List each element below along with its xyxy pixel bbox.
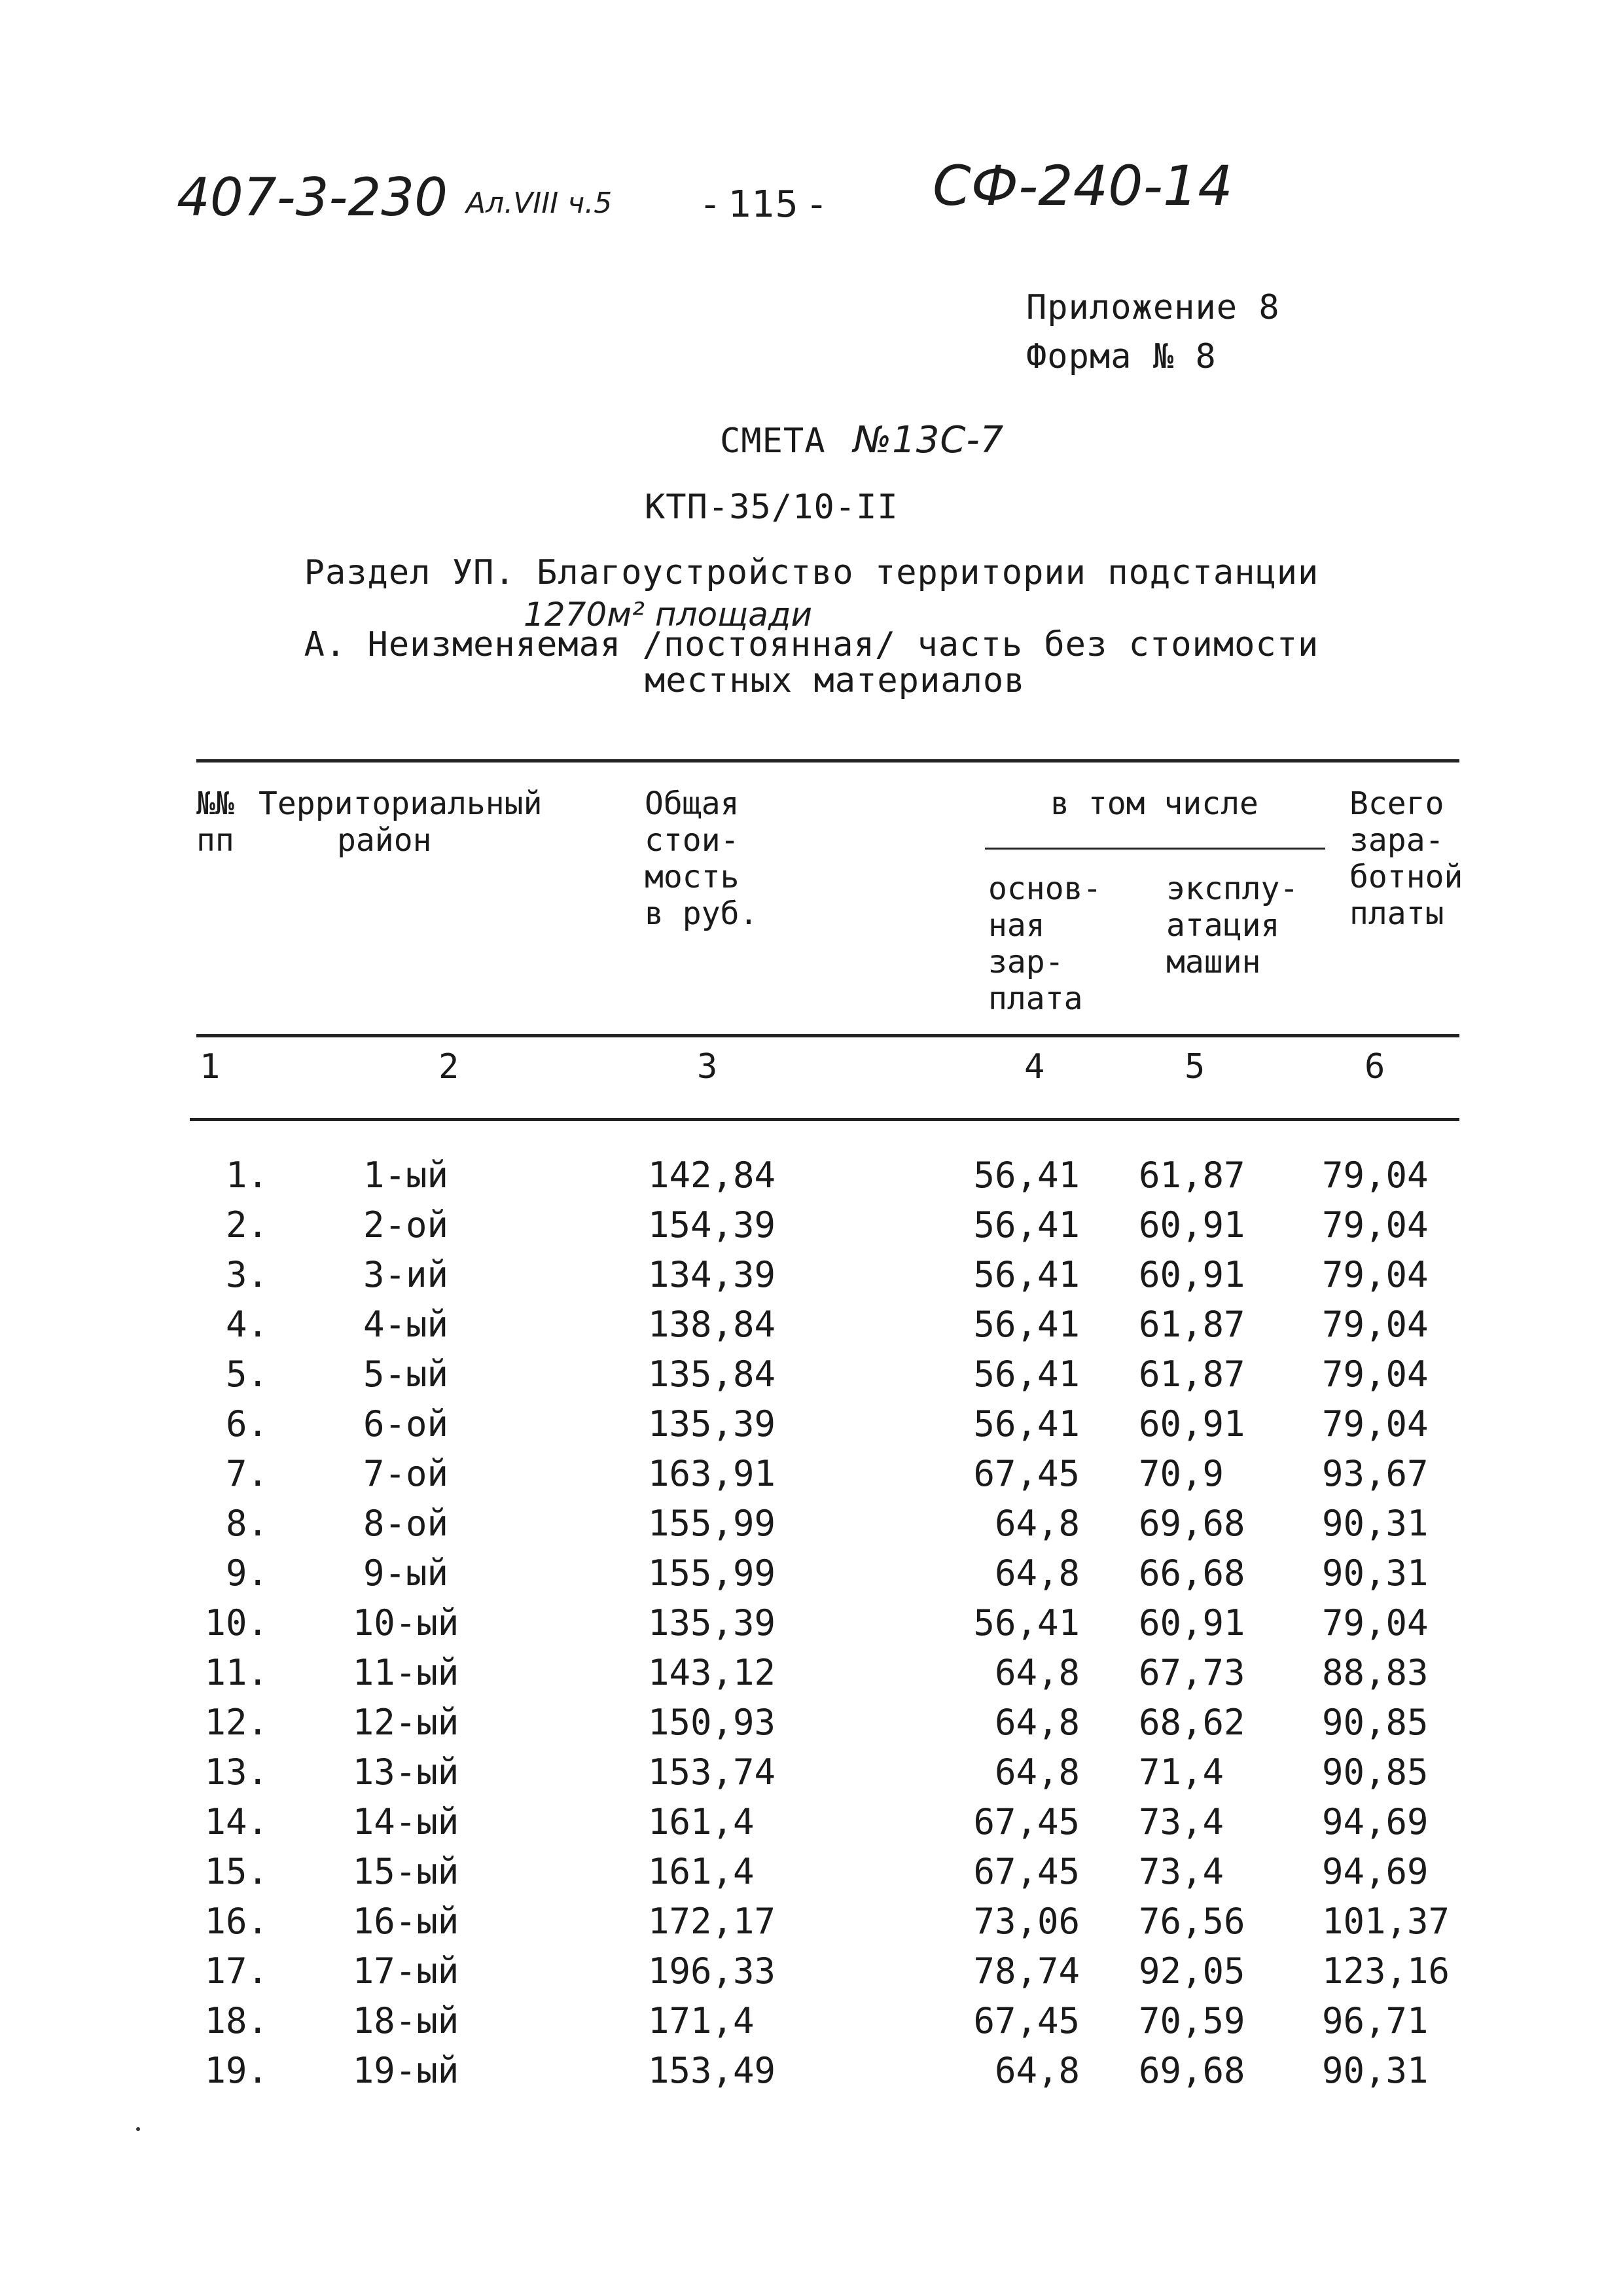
header-col4-line: ная bbox=[988, 907, 1045, 944]
row-machine-operation: 60,91 bbox=[1139, 1403, 1245, 1444]
row-region: 13-ый bbox=[352, 1751, 459, 1793]
row-total-cost: 143,12 bbox=[648, 1652, 776, 1693]
handwritten-doc-code: 407-3-230 bbox=[177, 167, 448, 228]
row-basic-wage: 67,45 bbox=[973, 1801, 1080, 1842]
handwritten-sheet-code: СФ-240-14 bbox=[933, 154, 1233, 218]
table-row bbox=[0, 1648, 1623, 1698]
row-total-cost: 196,33 bbox=[648, 1950, 776, 1992]
column-number-5: 5 bbox=[1185, 1047, 1205, 1086]
row-total-cost: 161,4 bbox=[648, 1851, 755, 1892]
subsection-title-line1: А. Неизменяемая /постоянная/ часть без стоимости bbox=[304, 625, 1319, 664]
header-col6 bbox=[1349, 785, 1463, 932]
header-col6-line: платы bbox=[1349, 895, 1444, 932]
row-region: 12-ый bbox=[352, 1702, 459, 1743]
row-number: 17. bbox=[204, 1950, 268, 1992]
row-basic-wage: 67,45 bbox=[973, 2000, 1080, 2041]
row-basic-wage: 56,41 bbox=[973, 1204, 1080, 1246]
row-total-wage: 79,04 bbox=[1322, 1204, 1429, 1246]
row-total-wage: 90,85 bbox=[1322, 1702, 1429, 1743]
table-row bbox=[0, 1200, 1623, 1250]
table-row bbox=[0, 1499, 1623, 1549]
handwritten-area-note: 1270м² площади bbox=[524, 596, 812, 634]
table-row bbox=[0, 1350, 1623, 1399]
row-basic-wage: 73,06 bbox=[973, 1901, 1080, 1942]
row-total-wage: 90,31 bbox=[1322, 1503, 1429, 1544]
row-basic-wage: 64,8 bbox=[994, 1652, 1080, 1693]
row-number: 18. bbox=[204, 2000, 268, 2041]
header-col4-line: плата bbox=[988, 980, 1083, 1017]
row-total-cost: 171,4 bbox=[648, 2000, 755, 2041]
row-total-wage: 79,04 bbox=[1322, 1254, 1429, 1295]
row-region: 10-ый bbox=[352, 1602, 459, 1643]
row-region: 3-ий bbox=[363, 1254, 449, 1295]
group-rule bbox=[985, 848, 1325, 850]
header-col5-line: эксплу- bbox=[1166, 870, 1299, 907]
row-machine-operation: 61,87 bbox=[1139, 1354, 1245, 1395]
row-region: 17-ый bbox=[352, 1950, 459, 1992]
table-row bbox=[0, 1549, 1623, 1598]
header-group: в том числе bbox=[1050, 785, 1258, 822]
row-total-cost: 154,39 bbox=[648, 1204, 776, 1246]
row-total-wage: 90,31 bbox=[1322, 1552, 1429, 1594]
row-total-cost: 135,39 bbox=[648, 1602, 776, 1643]
row-number: 9. bbox=[225, 1552, 268, 1594]
header-col6-line: ботной bbox=[1349, 859, 1463, 895]
row-basic-wage: 56,41 bbox=[973, 1254, 1080, 1295]
header-col4 bbox=[988, 870, 1101, 1017]
column-number-6: 6 bbox=[1364, 1047, 1385, 1086]
row-region: 18-ый bbox=[352, 2000, 459, 2041]
row-total-cost: 153,74 bbox=[648, 1751, 776, 1793]
table-row bbox=[0, 1698, 1623, 1748]
header-col5-line: машин bbox=[1166, 944, 1261, 980]
row-total-cost: 155,99 bbox=[648, 1552, 776, 1594]
row-total-wage: 79,04 bbox=[1322, 1602, 1429, 1643]
page-number: - 115 - bbox=[704, 183, 823, 226]
row-total-wage: 93,67 bbox=[1322, 1453, 1429, 1494]
row-basic-wage: 64,8 bbox=[994, 1751, 1080, 1793]
header-col3-line: мость bbox=[645, 859, 740, 895]
header-col3-line: стои- bbox=[645, 822, 740, 859]
row-number: 3. bbox=[225, 1254, 268, 1295]
row-number: 4. bbox=[225, 1304, 268, 1345]
row-total-cost: 135,84 bbox=[648, 1354, 776, 1395]
row-total-wage: 79,04 bbox=[1322, 1304, 1429, 1345]
row-total-cost: 134,39 bbox=[648, 1254, 776, 1295]
column-number-4: 4 bbox=[1024, 1047, 1045, 1086]
header-col2 bbox=[259, 785, 542, 859]
row-total-cost: 142,84 bbox=[648, 1155, 776, 1196]
row-number: 11. bbox=[204, 1652, 268, 1693]
column-number-2: 2 bbox=[438, 1047, 459, 1086]
header-col2-line2: район bbox=[337, 822, 432, 859]
row-machine-operation: 66,68 bbox=[1139, 1552, 1245, 1594]
subsection-title-line2: местных материалов bbox=[645, 661, 1026, 700]
row-machine-operation: 73,4 bbox=[1139, 1851, 1224, 1892]
row-region: 8-ой bbox=[363, 1503, 449, 1544]
row-total-cost: 172,17 bbox=[648, 1901, 776, 1942]
row-total-wage: 90,85 bbox=[1322, 1751, 1429, 1793]
row-total-wage: 79,04 bbox=[1322, 1155, 1429, 1196]
row-machine-operation: 69,68 bbox=[1139, 2050, 1245, 2091]
row-basic-wage: 67,45 bbox=[973, 1453, 1080, 1494]
row-basic-wage: 67,45 bbox=[973, 1851, 1080, 1892]
row-total-wage: 79,04 bbox=[1322, 1354, 1429, 1395]
handwritten-estimate-number: №13С-7 bbox=[853, 419, 1005, 461]
row-machine-operation: 60,91 bbox=[1139, 1602, 1245, 1643]
header-col1 bbox=[196, 785, 234, 859]
row-machine-operation: 92,05 bbox=[1139, 1950, 1245, 1992]
row-basic-wage: 56,41 bbox=[973, 1304, 1080, 1345]
row-basic-wage: 64,8 bbox=[994, 1552, 1080, 1594]
table-row bbox=[0, 1449, 1623, 1499]
header-col3 bbox=[645, 785, 758, 932]
row-total-cost: 163,91 bbox=[648, 1453, 776, 1494]
column-number-3: 3 bbox=[697, 1047, 718, 1086]
table-row bbox=[0, 2046, 1623, 2096]
row-machine-operation: 73,4 bbox=[1139, 1801, 1224, 1842]
column-numbers-rule bbox=[190, 1118, 1459, 1121]
row-number: 2. bbox=[225, 1204, 268, 1246]
header-col3-line: в руб. bbox=[645, 895, 758, 932]
row-total-cost: 135,39 bbox=[648, 1403, 776, 1444]
header-col4-line: зар- bbox=[988, 944, 1064, 980]
row-basic-wage: 56,41 bbox=[973, 1354, 1080, 1395]
row-total-wage: 96,71 bbox=[1322, 2000, 1429, 2041]
header-col1-line2: пп bbox=[196, 822, 234, 859]
row-number: 1. bbox=[225, 1155, 268, 1196]
row-machine-operation: 68,62 bbox=[1139, 1702, 1245, 1743]
row-number: 13. bbox=[204, 1751, 268, 1793]
row-machine-operation: 61,87 bbox=[1139, 1155, 1245, 1196]
header-col1-line1: №№ bbox=[196, 785, 234, 822]
row-basic-wage: 64,8 bbox=[994, 1503, 1080, 1544]
header-col5 bbox=[1166, 870, 1298, 980]
table-row bbox=[0, 1598, 1623, 1648]
table-row bbox=[0, 1748, 1623, 1797]
header-col6-line: Всего bbox=[1349, 785, 1444, 822]
row-number: 15. bbox=[204, 1851, 268, 1892]
row-number: 5. bbox=[225, 1354, 268, 1395]
row-region: 2-ой bbox=[363, 1204, 449, 1246]
row-machine-operation: 67,73 bbox=[1139, 1652, 1245, 1693]
row-number: 10. bbox=[204, 1602, 268, 1643]
row-total-cost: 161,4 bbox=[648, 1801, 755, 1842]
row-total-cost: 153,49 bbox=[648, 2050, 776, 2091]
handwritten-doc-volume: Ал.VIII ч.5 bbox=[466, 187, 613, 220]
section-title: Раздел УП. Благоустройство территории подстанции bbox=[304, 553, 1319, 592]
row-region: 4-ый bbox=[363, 1304, 449, 1345]
row-region: 5-ый bbox=[363, 1354, 449, 1395]
row-total-wage: 88,83 bbox=[1322, 1652, 1429, 1693]
row-region: 1-ый bbox=[363, 1155, 449, 1196]
row-total-wage: 79,04 bbox=[1322, 1403, 1429, 1444]
row-machine-operation: 61,87 bbox=[1139, 1304, 1245, 1345]
table-row bbox=[0, 1250, 1623, 1300]
row-total-wage: 94,69 bbox=[1322, 1851, 1429, 1892]
row-region: 9-ый bbox=[363, 1552, 449, 1594]
header-bottom-rule bbox=[196, 1034, 1459, 1037]
row-machine-operation: 71,4 bbox=[1139, 1751, 1224, 1793]
row-number: 16. bbox=[204, 1901, 268, 1942]
row-machine-operation: 70,9 bbox=[1139, 1453, 1224, 1494]
row-machine-operation: 69,68 bbox=[1139, 1503, 1245, 1544]
row-number: 8. bbox=[225, 1503, 268, 1544]
table-row bbox=[0, 1897, 1623, 1946]
row-machine-operation: 70,59 bbox=[1139, 2000, 1245, 2041]
header-col5-line: атация bbox=[1166, 907, 1280, 944]
row-region: 15-ый bbox=[352, 1851, 459, 1892]
row-region: 16-ый bbox=[352, 1901, 459, 1942]
row-region: 14-ый bbox=[352, 1801, 459, 1842]
row-total-wage: 101,37 bbox=[1322, 1901, 1450, 1942]
row-region: 19-ый bbox=[352, 2050, 459, 2091]
row-total-wage: 94,69 bbox=[1322, 1801, 1429, 1842]
row-basic-wage: 56,41 bbox=[973, 1602, 1080, 1643]
table-row bbox=[0, 1946, 1623, 1996]
row-total-cost: 150,93 bbox=[648, 1702, 776, 1743]
row-basic-wage: 64,8 bbox=[994, 1702, 1080, 1743]
table-row bbox=[0, 1847, 1623, 1897]
row-total-wage: 90,31 bbox=[1322, 2050, 1429, 2091]
table-row bbox=[0, 1151, 1623, 1200]
column-number-1: 1 bbox=[200, 1047, 221, 1086]
form-label: Форма № 8 bbox=[1026, 337, 1217, 376]
row-number: 12. bbox=[204, 1702, 268, 1743]
row-machine-operation: 60,91 bbox=[1139, 1254, 1245, 1295]
row-number: 19. bbox=[204, 2050, 268, 2091]
smeta-word: СМЕТА bbox=[720, 422, 826, 461]
header-col4-line: основ- bbox=[988, 870, 1102, 907]
row-machine-operation: 60,91 bbox=[1139, 1204, 1245, 1246]
row-number: 14. bbox=[204, 1801, 268, 1842]
header-col3-line: Общая bbox=[645, 785, 740, 822]
table-row bbox=[0, 1797, 1623, 1847]
row-total-cost: 138,84 bbox=[648, 1304, 776, 1345]
row-region: 11-ый bbox=[352, 1652, 459, 1693]
row-basic-wage: 56,41 bbox=[973, 1403, 1080, 1444]
table-top-rule bbox=[196, 759, 1459, 762]
smeta-title bbox=[720, 419, 1005, 461]
row-number: 7. bbox=[225, 1453, 268, 1494]
row-total-wage: 123,16 bbox=[1322, 1950, 1450, 1992]
row-basic-wage: 56,41 bbox=[973, 1155, 1080, 1196]
row-basic-wage: 78,74 bbox=[973, 1950, 1080, 1992]
appendix-label: Приложение 8 bbox=[1026, 288, 1280, 327]
table-row bbox=[0, 1300, 1623, 1350]
object-title: КТП-35/10-II bbox=[645, 488, 899, 527]
row-number: 6. bbox=[225, 1403, 268, 1444]
row-basic-wage: 64,8 bbox=[994, 2050, 1080, 2091]
row-total-cost: 155,99 bbox=[648, 1503, 776, 1544]
table-row bbox=[0, 1996, 1623, 2046]
scan-speck bbox=[136, 2127, 140, 2131]
row-region: 6-ой bbox=[363, 1403, 449, 1444]
row-region: 7-ой bbox=[363, 1453, 449, 1494]
header-col6-line: зара- bbox=[1349, 822, 1444, 859]
row-machine-operation: 76,56 bbox=[1139, 1901, 1245, 1942]
table-row bbox=[0, 1399, 1623, 1449]
header-col2-line1: Территориальный bbox=[259, 785, 543, 822]
